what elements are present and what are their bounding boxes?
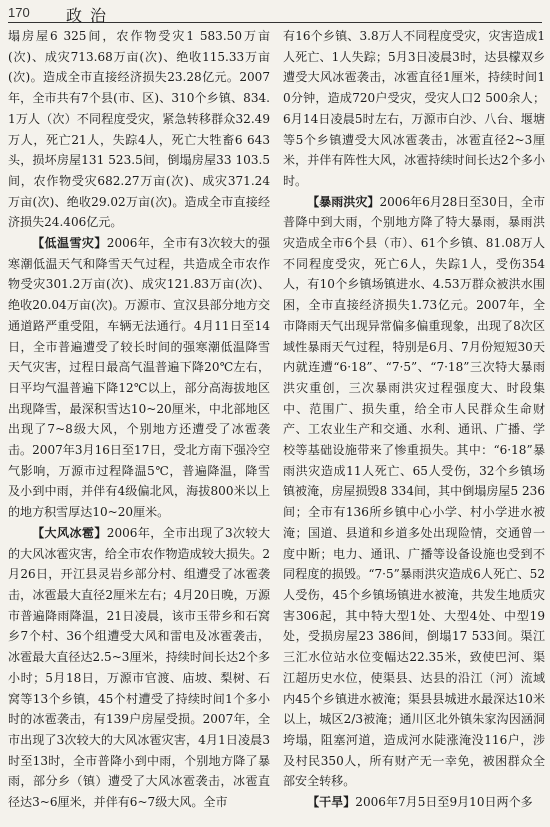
paragraph-continued [283,26,545,192]
heading-low-temperature-snow: 【低温雪灾】 [32,236,107,251]
header-rule [8,22,542,23]
paragraph-text: 2006年7月5日至9月10日两个多 [355,795,533,810]
section-title: 政治 [66,6,115,25]
page-number: 170 [8,5,30,20]
paragraph-wind-hail [8,523,270,813]
left-column [8,26,270,823]
paragraph-text: 2006年6月28日至30日，全市普降中到大雨，个别地方降了特大暴雨，暴雨洪灾造成全市6个县（市）、61个乡镇、81.08万人不同程度受灾，死亡6人，失踪1人，受伤354人，有10个乡镇场镇进水、4.53万群众被洪水围困，全市直接经济损失1.73亿元。2007年，全市降雨天气出现异常偏多偏重现象，出现了8次区域性暴雨天气过程，特别是6月、7月份短短30天内就连遭“6·18”、“7·5”、“7·18”三次特大暴雨洪灾重创，三次暴雨洪灾过程强度大、时段集中、范围广、损失重，给全市人民群众生命财产、工农业生产和交通、水利、通讯、广播、学校等基础设施带来了惨重损失。其中：“6·18”暴雨洪灾造成11人死亡、65人受伤，32个乡镇场镇被淹，房屋损毁8 334间，其中倒塌房屋5 236间；全市有136所乡镇中心小学、村小学进水被淹；国道、县道和乡道多处出现险情，交通曾一度中断；电力、通讯、广播等设备设施也受到不同程度的损毁。“7·5”暴雨洪灾造成6人死亡、52人受伤，45个乡镇场镇进水被淹，共发生地质灾害306起，其中特大型1处、大型4处、中型19处，受损房屋23 386间，倒塌17 533间。渠江三汇水位站水位变幅达22.35米，致使巴河、渠江超历史水位，使渠县、达县的沿江（河）流域内45个乡镇进水被淹；渠县县城进水最深达10米以上，城区2/3被淹；通川区北外镇朱家沟因涵洞垮塌，阻塞河道，造成河水陡涨淹没116户，涉及村民350人，所有财产无一幸免，被困群众全部安全转移。 [283,194,545,789]
paragraph-text: 塌房屋6 325间，农作物受灾1 583.50万亩(次)、成灾713.68万亩(次)、绝收115.33万亩(次)。造成全市直接经济损失23.28亿元。2007年，全市共有7个县(市、区)、310个乡镇、834.1万人（次）不同程度受灾，紧急转移群众32.49万人，死亡21人，失踪4人，死亡大牲畜6 643头，损坏房屋131 523.5间，倒塌房屋33 103.5间，农作物受灾682.27万亩(次)、成灾371.24万亩(次)、绝收29.02万亩(次)。造成全市直接经济损失24.406亿元。 [8,29,270,230]
paragraph-rainstorm-flood [283,192,545,792]
heading-rainstorm-flood: 【暴雨洪灾】 [307,194,380,209]
paragraph-text: 2006年，全市出现了3次较大的大风冰雹灾害，给全市农作物造成较大损失。2月26日，开江县灵岩乡部分村、组遭受了冰雹袭击，冰雹最大直径2厘米左右；4月20日晚，万源市普遍降雨降温，21日凌晨，该市玉带乡和石窝乡7个村、36个组遭受大风和雷电及冰雹袭击，冰雹最大直径达2.5~3厘米，持续时间长达2个多小时；5月18日，万源市官渡、庙坡、梨树、石窝等13个乡镇，45个村遭受了持续时间1个多小时的冰雹袭击，有139户房屋受损。2007年，全市出现了3次较大的大风冰雹灾害，4月1日凌晨3时至13时，全市普降小到中雨，个别地方降了暴雨，部分乡（镇）遭受了大风冰雹袭击，冰雹直径达3~6厘米，并伴有6~7级大风。全市 [8,525,270,810]
heading-wind-hail: 【大风冰雹】 [32,525,107,540]
paragraph-low-temperature-snow [8,233,270,523]
paragraph-text: 2006年，全市有3次较大的强寒潮低温天气和降雪天气过程，共造成全市农作物受灾301.2万亩(次)、成灾121.83万亩(次)、绝收20.04万亩(次)。万源市、宣汉县部分地方交通道路严重受阻，车辆无法通行。4月11日至14日，全市普遍遭受了较长时间的强寒潮低温降雪天气灾害，过程日最高气温普遍下降20℃左右，日平均气温普遍下降12℃以上，部分高海拔地区出现降雪，最深积雪达10~20厘米，中北部地区出现了7~8级大风，个别地方还遭受了冰雹袭击。2007年3月16日至17日，受北方南下强冷空气影响，万源市过程降温5℃，普遍降温，降雪及小到中雨，并伴有4级偏北风，海拔800米以上的地方积雪厚达10~20厘米。 [8,236,270,520]
right-column [283,26,545,823]
paragraph-continued [8,26,270,233]
paragraph-text: 有16个乡镇、3.8万人不同程度受灾，灾害造成1人死亡、1人失踪；5月3日凌晨3时，达县檬双乡遭受大风冰雹袭击，冰雹直径1厘米，持续时间10分钟，造成720户受灾，受灾人口2 500余人；6月14日凌晨5时左右，万源市白沙、八台、堰塘等5个乡镇遭受大风冰雹袭击，冰雹直径2~3厘米，并伴有阵性大风，冰雹持续时间长达2个多小时。 [283,29,545,188]
page-header [8,2,542,24]
paragraph-drought [283,792,545,813]
heading-drought: 【干旱】 [307,795,356,810]
